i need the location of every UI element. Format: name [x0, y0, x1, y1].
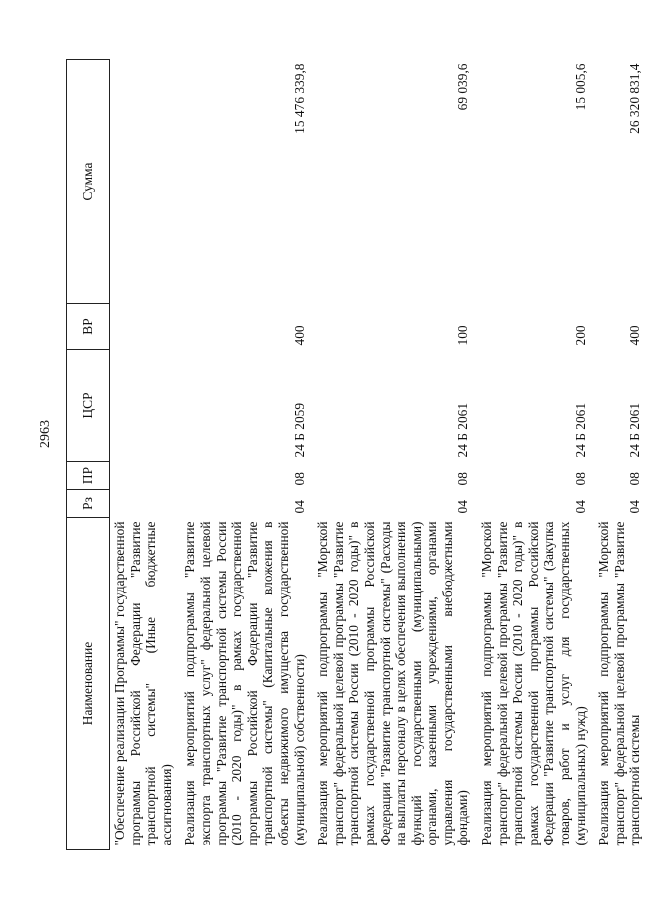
row-vr: 100 [455, 325, 471, 346]
row-name: Реализация мероприятий подпрограммы "Развитие экспорта транспортных услуг" федеральной целевой программы "Развитие транспортной системы России (2010 - 2020 годы)" в рамках государственной программы Российской Федерации "Развитие транспортной системы" (Капитальные вложения в объекты недвижимого имущества государственной (муниципальной) собственности) [182, 521, 307, 846]
header-name: Наименование [67, 518, 110, 850]
header-vr: ВР [67, 304, 110, 350]
table-row [180, 60, 313, 850]
row-name: Реализация мероприятий подпрограммы "Морской транспорт" федеральной целевой программы "Развитие транспортной системы России (2010 - 2020 годы)" в рамках государственной программы Российской Федерации "Развитие транспортной системы" (Расходы на выплаты персоналу в целях обеспечения выполнения функций государственными (муниципальными) органами, казенными учреждениями, органами управления государственными внебюджетными фондами) [315, 521, 471, 846]
table-row [594, 60, 649, 850]
row-pr: 08 [455, 472, 471, 486]
row-name: Реализация мероприятий подпрограммы "Морской транспорт" федеральной целевой программы "Развитие транспортной системы [596, 521, 643, 846]
row-pr: 08 [627, 472, 643, 486]
page-number: 2963 [38, 420, 53, 448]
table-row [477, 60, 594, 850]
row-name: "Обеспечение реализации Программы" государственной программы Российской Федерации "Развитие транспортной системы" (Иные бюджетные ассигнования) [112, 521, 174, 846]
table-row [110, 60, 181, 850]
row-sum: 26 320 831,4 [627, 63, 643, 134]
row-rz: 04 [627, 500, 643, 514]
row-sum [110, 60, 181, 304]
row-csr: 24 Б 2061 [627, 402, 643, 458]
row-name: Реализация мероприятий подпрограммы "Морской транспорт" федеральной целевой программы "Развитие транспортной системы России (2010 - 2020 годы)" в рамках государственной программы Российской Федерации "Развитие транспортной системы" (Закупка товаров, работ и услуг для государственных (муниципальных) нужд) [479, 521, 588, 846]
row-rz: 04 [291, 500, 307, 514]
header-pr: ПР [67, 462, 110, 490]
row-rz [110, 490, 181, 518]
row-vr: 400 [627, 325, 643, 346]
row-csr: 24 Б 2059 [291, 402, 307, 458]
row-pr: 08 [291, 472, 307, 486]
row-sum: 15 476 339,8 [291, 63, 307, 134]
row-csr: 24 Б 2061 [572, 402, 588, 458]
rotated-table-container [66, 60, 643, 850]
row-pr: 08 [572, 472, 588, 486]
row-vr [110, 304, 181, 350]
row-vr: 200 [572, 325, 588, 346]
row-pr [110, 462, 181, 490]
header-sum: Сумма [67, 60, 110, 304]
row-sum: 69 039,6 [455, 63, 471, 111]
row-rz: 04 [572, 500, 588, 514]
header-rz: Рз [67, 490, 110, 518]
budget-table [66, 59, 649, 850]
row-sum: 15 005,6 [572, 63, 588, 111]
header-csr: ЦСР [67, 350, 110, 462]
row-csr [110, 350, 181, 462]
row-csr: 24 Б 2061 [455, 402, 471, 458]
table-row [313, 60, 477, 850]
row-vr: 400 [291, 325, 307, 346]
row-rz: 04 [455, 500, 471, 514]
table-header-row [67, 60, 110, 850]
